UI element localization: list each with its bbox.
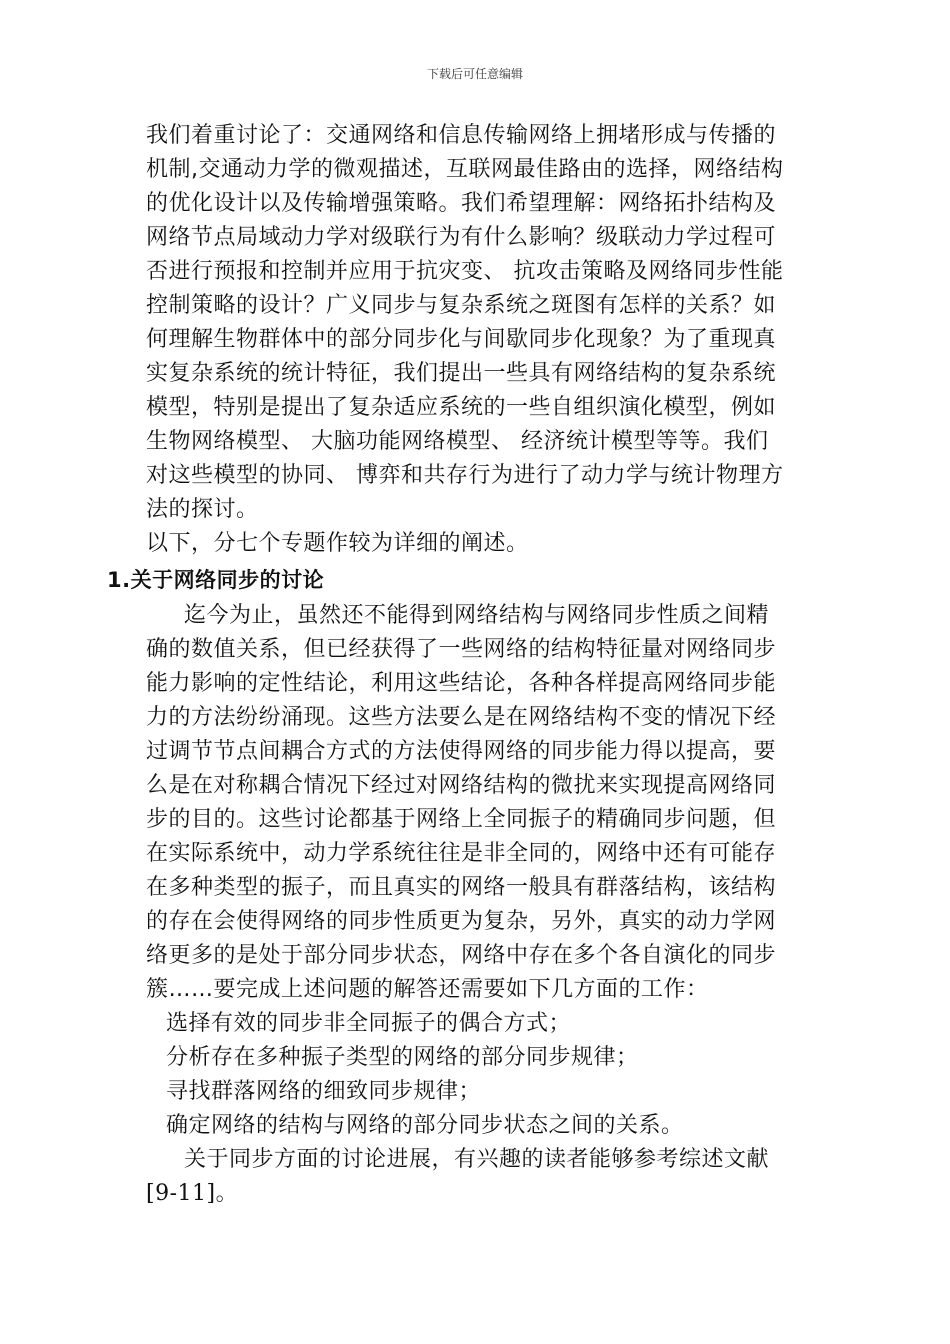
paragraph-line: 步的目的。这些讨论都基于网络上全同振子的精确同步问题，但 — [146, 807, 777, 832]
task-item: 选择有效的同步非全同振子的偶合方式； — [166, 1011, 572, 1036]
reference-citation: [9-11]。 — [146, 1181, 239, 1206]
intro-line: 模型，特别是提出了复杂适应系统的一些自组织演化模型，例如 — [146, 395, 777, 420]
intro-line: 机制,交通动力学的微观描述，互联网最佳路由的选择，网络结构 — [146, 157, 784, 182]
paragraph-line: 簇……要完成上述问题的解答还需要如下几方面的工作： — [146, 977, 709, 1002]
section-heading — [107, 566, 324, 594]
paragraph-line: 的存在会使得网络的同步性质更为复杂，另外，真实的动力学网 — [146, 909, 777, 934]
intro-line: 否进行预报和控制并应用于抗灾变、 抗攻击策略及网络同步性能 — [146, 259, 784, 284]
section-title: 关于网络同步的讨论 — [130, 568, 325, 592]
paragraph-line: 在实际系统中，动力学系统往往是非全同的，网络中还有可能存 — [146, 841, 777, 866]
intro-line: 的优化设计以及传输增强策略。我们希望理解：网络拓扑结构及 — [146, 191, 777, 216]
page-header: 下载后可任意编辑 — [426, 67, 523, 81]
paragraph-line: 在多种类型的振子，而且真实的网络一般具有群落结构，该结构 — [146, 875, 777, 900]
paragraph-line: 过调节节点间耦合方式的方法使得网络的同步能力得以提高，要 — [146, 739, 777, 764]
paragraph-line: 确的数值关系，但已经获得了一些网络的结构特征量对网络同步 — [146, 637, 777, 662]
paragraph-line: 能力影响的定性结论，利用这些结论，各种各样提高网络同步能 — [146, 671, 777, 696]
closing-line: 关于同步方面的讨论进展，有兴趣的读者能够参考综述文献 — [184, 1147, 770, 1172]
intro-line: 生物网络模型、 大脑功能网络模型、 经济统计模型等等。我们 — [146, 429, 769, 454]
intro-line: 法的探讨。 — [146, 497, 259, 522]
paragraph-line: 么是在对称耦合情况下经过对网络结构的微扰来实现提高网络同 — [146, 773, 777, 798]
intro-line: 何理解生物群体中的部分同步化与间歇同步化现象？为了重现真 — [146, 327, 777, 352]
paragraph-line: 迄今为止，虽然还不能得到网络结构与网络同步性质之间精 — [184, 603, 770, 628]
intro-line: 实复杂系统的统计特征，我们提出一些具有网络结构的复杂系统 — [146, 361, 777, 386]
paragraph-line: 力的方法纷纷涌现。这些方法要么是在网络结构不变的情况下经 — [146, 705, 777, 730]
intro-line: 对这些模型的协同、 博弈和共存行为进行了动力学与统计物理方 — [146, 463, 784, 488]
intro-summary: 以下，分七个专题作较为详细的阐述。 — [146, 531, 529, 556]
intro-line: 控制策略的设计？广义同步与复杂系统之斑图有怎样的关系？如 — [146, 293, 777, 318]
section-number: 1. — [107, 568, 131, 592]
task-item: 确定网络的结构与网络的部分同步状态之间的关系。 — [166, 1113, 684, 1138]
task-item: 分析存在多种振子类型的网络的部分同步规律； — [166, 1045, 639, 1070]
task-item: 寻找群落网络的细致同步规律； — [166, 1079, 482, 1104]
paragraph-line: 络更多的是处于部分同步状态，网络中存在多个各自演化的同步 — [146, 943, 777, 968]
intro-line: 我们着重讨论了：交通网络和信息传输网络上拥堵形成与传播的 — [146, 123, 777, 148]
intro-line: 网络节点局域动力学对级联行为有什么影响？级联动力学过程可 — [146, 225, 777, 250]
